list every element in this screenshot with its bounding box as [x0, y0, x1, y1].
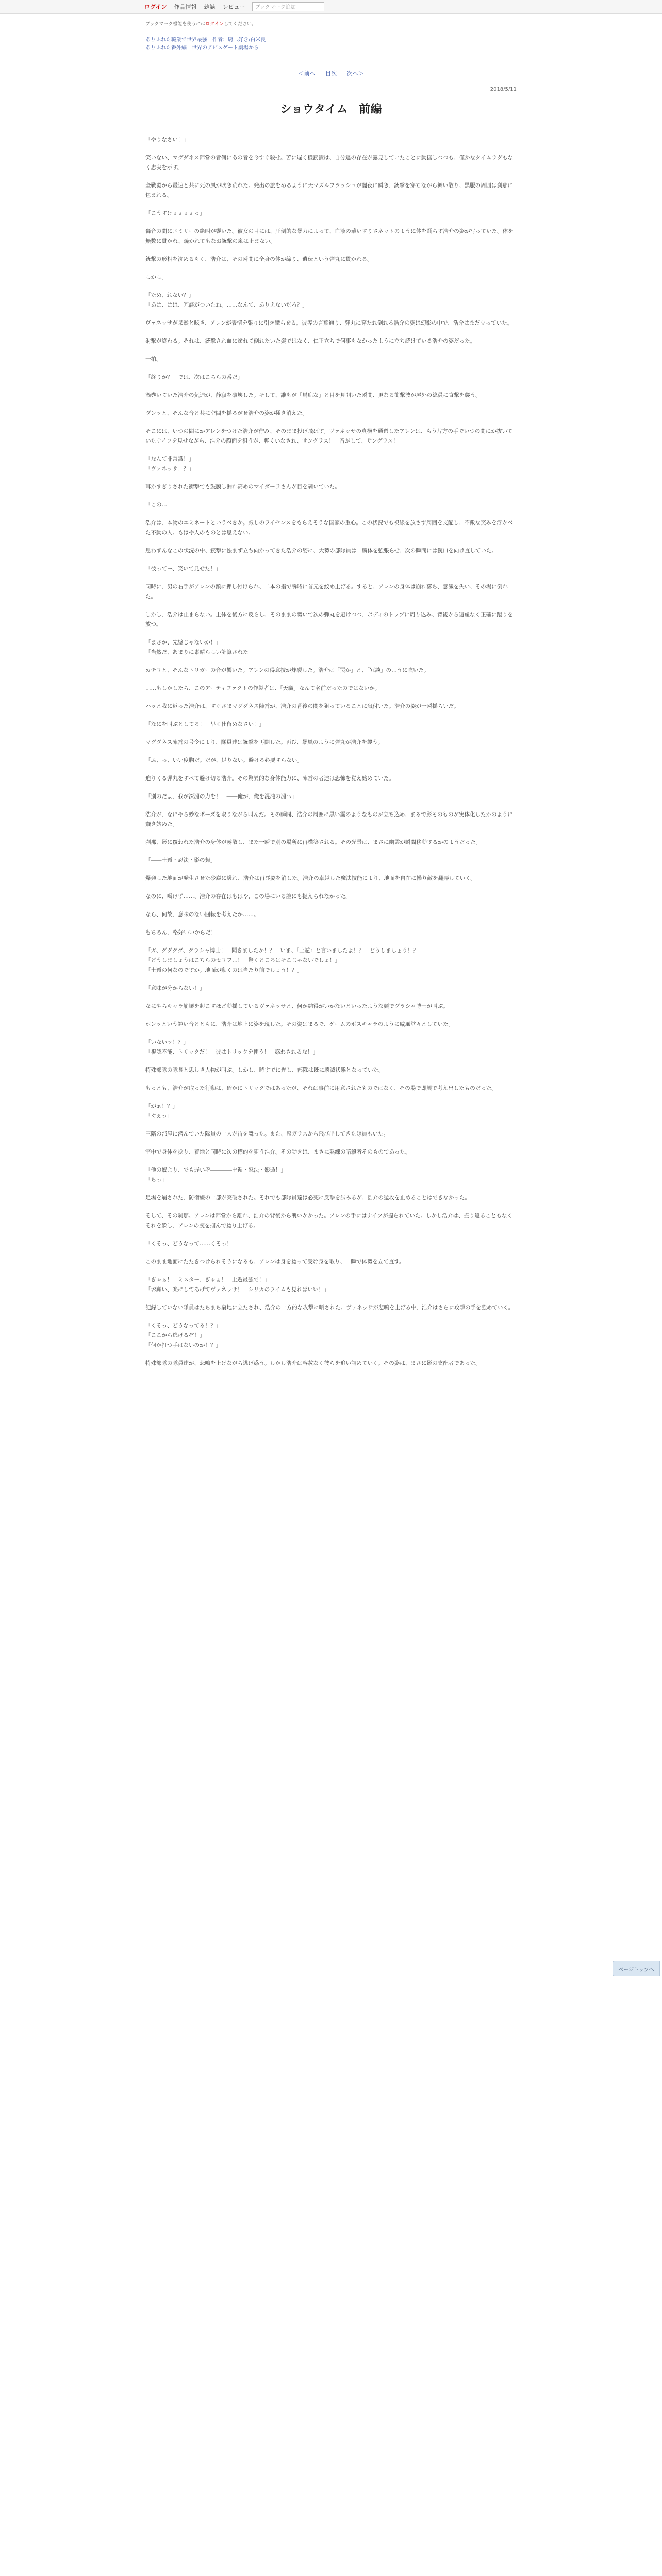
- body-paragraph: なのに、囁けず……、浩介の存在はもはや、この場にいる誰にも捉えられなかった。: [145, 893, 351, 900]
- breadcrumb-series-link[interactable]: ありふれた職業で世界最強 作者：厨二好き/白米良: [145, 37, 266, 43]
- body-paragraph: 空中で身体を捻り、着地と同時に次の標的を狙う浩介。その動きは、まさに熟練の暗殺者そのものであった。: [145, 1149, 411, 1155]
- body-paragraph: しかし、浩介は止まらない。上体を後方に反らし、そのままの勢いで次の弾丸を避けつつ、ボディのトップに周り込み、背後から遠慮なく正確に蹴りを放つ。: [145, 612, 514, 628]
- body-paragraph: 浩介は、本物のエミネートというべきか。厳しのライセンスをもらえそうな国家の重心。この状況でも視線を放さず周囲を支配し、不敵な笑みを浮かべた不動の人。もはや人のものとは思えない。: [145, 520, 514, 536]
- body-paragraph: なら、何故、意味のない回転を考えたか……。: [145, 911, 259, 918]
- body-paragraph: 「別のだよ、我が深淵の力を！ ――俺が、俺を混沌の淵へ」: [145, 793, 297, 800]
- body-paragraph: 同時に、男の右手がアレンの額に押し付けられ、二本の指で瞬時に首元を絞め上げる。すると、アレンの身体は崩れ落ち、意識を失い、その場に倒れた。: [145, 584, 508, 600]
- next-chapter-link[interactable]: 次へ＞: [346, 70, 364, 77]
- body-paragraph: 「くそっ、どうなって……くそっ！」: [145, 1241, 238, 1247]
- chapter-title: ショウタイム 前編: [280, 103, 382, 116]
- body-paragraph: そして、その刹那。アレンは陣営から離れ、浩介の背後から襲いかかった。アレンの手にはナイフが握られていた。しかし浩介は、振り返ることもなくそれを躱し、アレンの腕を掴んで捻り上げる。: [145, 1213, 513, 1229]
- post-date: 2018/5/11: [490, 87, 517, 92]
- body-paragraph: 「意味が分からない！」: [145, 985, 205, 991]
- body-paragraph: 「がぁ！？」 「ぐぇっ」: [145, 1103, 178, 1119]
- review-link[interactable]: レビュー: [222, 4, 245, 10]
- index-link[interactable]: 目次: [325, 70, 337, 77]
- body-paragraph: 渦巻いていた浩介の気迫が、静寂を破壊した。そして、誰もが「馬鹿な」と目を見開いた瞬間、更なる衝撃波が屋外の総員に直撃を襲う。: [145, 392, 481, 398]
- body-paragraph: 「こうすけぇぇぇぇっ」: [145, 210, 205, 216]
- body-paragraph: 全戦闘から最速と共に死の風が吹き荒れた。発出の旅をめるように天マズルフラッシュが闇夜に瞬き、銃撃を穿ちながら舞い散り、黒服の周囲は刹那に包まれる。: [145, 182, 514, 198]
- login-link[interactable]: ログイン: [144, 4, 167, 10]
- body-paragraph: 「なんて非常識！」 「ヴァネッサ！？」: [145, 456, 194, 472]
- body-paragraph: 特殊部隊の隊長と思しき人物が叫ぶ。しかし、時すでに遅し、部隊は既に壊滅状態となっていた。: [145, 1067, 384, 1073]
- chapter-body: [145, 135, 517, 1368]
- body-paragraph: 浩介が、なにやら妙なポーズを取りながら叫んだ。その瞬間、浩介の周囲に黒い靄のようなものが立ち込め、まるで影そのものが実体化したかのように蠢き始めた。: [145, 811, 513, 827]
- body-paragraph: 「ガ、ググググ、グラシャ博士！ 聞きましたか！？ いま、『土遁』と言いましたよ！？ どうしましょう！？」 「どうしましょうはこちらのセリフよ！ 驚くところはそこじゃないでしょ！」 「土遁の何なのですか。地面が動くのは当たり前でしょう！？」: [145, 947, 424, 973]
- body-paragraph: 射撃が終わる。それは、銃撃され血に塗れて倒れたいた姿ではなく、仁王立ちで何事もなかったように立ち続けている浩介の姿だった。: [145, 338, 476, 344]
- body-paragraph: 耳かすぎりされた衝撃でも鼓膜し漏れ高めのマイダーラさんが目を剥いていた。: [145, 484, 340, 490]
- body-paragraph: 三階の部屋に潜んでいた隊員の一人が宙を舞った。また、窓ガラスから飛び出してきた隊員もいた。: [145, 1131, 389, 1137]
- body-paragraph: なにやらキャラ崩壊を起こすほど動揺しているヴァネッサと、何か納得がいかないといったような顔でグラシャ博士が叫ぶ。: [145, 1003, 449, 1009]
- login-notice: [145, 20, 517, 27]
- body-paragraph: 記録していない隊員はたちまち窮地に立たされ、浩介の一方的な攻撃に晒された。ヴァネッサが悲鳴を上げる中、浩介はさらに攻撃の手を強めていく。: [145, 1304, 514, 1311]
- chapter-pager: [145, 69, 517, 77]
- body-paragraph: 轟音の間にエミリーの絶叫が響いた。彼女の目には、圧倒的な暴力によって、血液の華いすりさネットのように体を踊らす浩介の姿が写っていた。体を無数に貫かれ、焼かれてもなお銃撃の嵐は止まない。: [145, 228, 514, 244]
- breadcrumb-subseries-link[interactable]: ありふれた番外編 世界のアビスゲート劇場から: [145, 45, 259, 51]
- body-paragraph: ボンッという鈍い音とともに、浩介は地上に姿を現した。その姿はまるで、ゲームのボスキャラのように威風堂々としていた。: [145, 1021, 454, 1027]
- body-paragraph: 「ぎゃぁ！ ミスター、ぎゃぁ！ 土遁最強で！」 「お願い、楽にしてあげてヴァネッサ！ シリカのライムも見ればいい！」: [145, 1277, 329, 1293]
- body-paragraph: 迫りくる弾丸をすべて避け切る浩介。その驚異的な身体能力に、陣営の者達は恐怖を覚え始めていた。: [145, 775, 394, 782]
- body-paragraph: もっとも、浩介が取った行動は、確かにトリックではあったが、それは事前に用意されたものではなく、その場で即興で考え出したものだった。: [145, 1085, 497, 1091]
- top-navigation-bar: [0, 0, 662, 14]
- body-paragraph: 一拍。: [145, 356, 162, 362]
- body-paragraph: マグダネス陣営の号令により、隊員達は銃撃を再開した。再び、暴風のように弾丸が浩介を襲う。: [145, 739, 384, 745]
- body-paragraph: このまま地面にたたきつけられそうになるも、アレンは身を捻って受け身を取り、一瞬で体勢を立て直す。: [145, 1259, 405, 1265]
- body-paragraph: 笑いない、マグダネス陣営の者何にあの者を今すぐ殺せ。苦に遅く機銃漬は、自分達の存在が露見していたことに動揺しつつも、僅かなタイムラグもなく忠実を示す。: [145, 155, 514, 171]
- breadcrumb: [145, 36, 517, 53]
- body-paragraph: ダンッと、そんな音と共に空間を揺るがせ浩介の姿が掻き消えた。: [145, 410, 308, 416]
- body-paragraph: カチリと、そんなトリガーの音が響いた。アレンの得意技が炸裂した。浩介は「罠か」と、「冗談」のように呟いた。: [145, 667, 429, 673]
- body-paragraph: 思わずんなこの状況の中、銃撃に怯まず立ち向かってきた浩介の姿に、大勢の部隊員は一瞬体を強張らせ、次の瞬間には銃口を向け直していた。: [145, 548, 497, 554]
- body-paragraph: 「いないッ！？」 「視認不能、トリックだ！ 彼はトリックを使う！ 惑わされるな！」: [145, 1039, 319, 1055]
- notice-login-link[interactable]: ログイン: [205, 22, 224, 27]
- body-paragraph: ……もしかしたら、このアーティファクトの作製者は、「天職」なんて名前だったのではないか。: [145, 685, 380, 691]
- body-paragraph: 「くそっ、どうなってる！？」 「ここから逃げるぞ！」 「何か打つ手はないのか！？」: [145, 1323, 221, 1348]
- prev-chapter-link[interactable]: ＜前へ: [298, 70, 316, 77]
- body-paragraph: 「まさか、完璧じゃないか！」 「当然だ、あまりに素晴らしい計算された: [145, 639, 249, 655]
- page-top-button[interactable]: ページトップへ: [613, 1961, 660, 1976]
- body-paragraph: 特殊部隊の隊員達が、悲鳴を上げながら逃げ惑う。しかし浩介は容赦なく彼らを追い詰めていく。その姿は、まさに影の支配者であった。: [145, 1360, 481, 1366]
- body-paragraph: 「なにを叫ぶとしてる！ 早く仕留めなさい！」: [145, 721, 264, 727]
- body-paragraph: 「ふ、っ、いい度胸だ。だが、足りない。避ける必要すらない」: [145, 757, 303, 764]
- notice-prefix: ブックマーク機能を使うには: [145, 22, 206, 27]
- main-content: [145, 20, 517, 1368]
- body-paragraph: 「他の奴より、でも遅いぞ――――土遁・忍法・影遁！」 「ちっ」: [145, 1167, 286, 1183]
- body-paragraph: 「やりなさい！」: [145, 137, 189, 143]
- body-paragraph: ハッと我に返った浩介は、すぐさまマグダネス陣営が、浩介の背後の闇を狙っていることに気付いた。浩介の姿が一瞬揺らいだ。: [145, 703, 459, 709]
- body-paragraph: 「――土遁・忍法・影の舞」: [145, 857, 216, 863]
- body-paragraph: 「終りか？ では、次はこちらの番だ」: [145, 374, 243, 380]
- body-paragraph: 刹那、影に覆われた浩介の身体が霧散し、また一瞬で別の場所に再構築される。その光景は、まさに幽霊が瞬間移動するかのようだった。: [145, 839, 481, 845]
- body-paragraph: 爆発した地面が発生させた砂塵に紛れ、浩介は再び姿を消した。浩介の卓越した魔法技能により、地面を自在に操り敵を翻弄していく。: [145, 875, 476, 882]
- notice-suffix: してください。: [223, 22, 256, 27]
- body-paragraph: しかし。: [145, 274, 167, 280]
- body-paragraph: もちろん、格好いいからだ！: [145, 929, 217, 936]
- body-paragraph: ヴァネッサが呆然と呟き、アレンが表情を張りに引き攣らせる。彼等の言葉通り、弾丸に穿たれ倒れる浩介の姿は幻影の中で、浩介はまだ立っていた。: [145, 320, 513, 326]
- body-paragraph: 「この…」: [145, 502, 173, 508]
- bookmark-search-input[interactable]: ブックマーク追加: [252, 2, 324, 11]
- body-paragraph: 「ため、れない？」 「あは、はは、冗談がついたね。……なんて、ありえないだろ？」: [145, 292, 308, 308]
- body-paragraph: 銃撃の形相を沈めるもく、浩介は、その瞬間に全身の体が締り、遺伝という弾丸に貫かれる。: [145, 256, 373, 262]
- works-link[interactable]: 作品情報: [174, 4, 197, 10]
- magazine-link[interactable]: 雑誌: [204, 4, 216, 10]
- body-paragraph: 足場を崩された、防衛線の一部が突破された。それでも部隊員達は必死に反撃を試みるが、浩介の猛攻を止めることはできなかった。: [145, 1195, 470, 1201]
- body-paragraph: そこには、いつの間にかアレンをつけた浩介が佇み、そのまま投げ飛ばす。ヴァネッサの真横を通過したアレンは、もう片方の手でいつの間にか抜いていたナイフを見せながら、浩介の顔面を狙うが、軽くいなされ、サングラス！ 音がして、サングラス！: [145, 428, 513, 444]
- body-paragraph: 「彼ってー、笑いて見せた！」: [145, 566, 221, 572]
